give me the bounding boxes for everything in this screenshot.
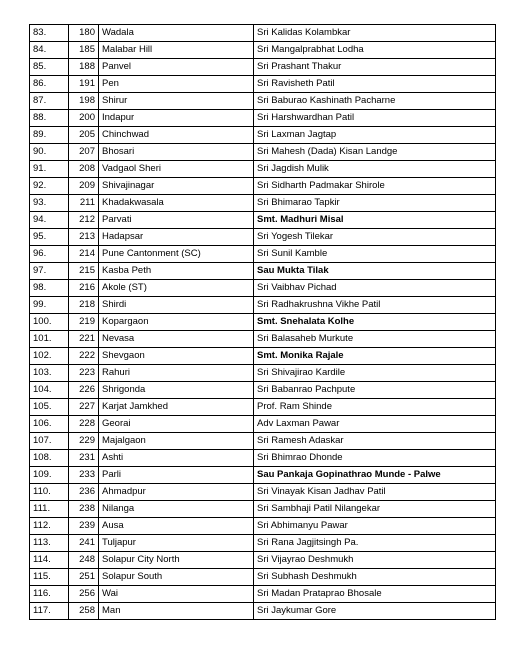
constituency-number-cell: 211 — [69, 195, 99, 212]
constituency-name-cell: Parvati — [99, 212, 254, 229]
table-row — [30, 331, 496, 348]
table-row — [30, 365, 496, 382]
table-row — [30, 161, 496, 178]
candidate-name-cell: Sri Subhash Deshmukh — [254, 569, 496, 586]
serial-number-cell: 83. — [30, 25, 69, 42]
serial-number-cell: 90. — [30, 144, 69, 161]
serial-number-cell: 92. — [30, 178, 69, 195]
candidate-name-cell: Sri Bhimarao Tapkir — [254, 195, 496, 212]
serial-number-cell: 88. — [30, 110, 69, 127]
candidate-name-cell: Sri Kalidas Kolambkar — [254, 25, 496, 42]
table-row — [30, 110, 496, 127]
constituency-number-cell: 207 — [69, 144, 99, 161]
constituency-number-cell: 216 — [69, 280, 99, 297]
candidate-name-cell: Sri Ravisheth Patil — [254, 76, 496, 93]
constituency-number-cell: 251 — [69, 569, 99, 586]
candidate-name-cell: Sri Sambhaji Patil Nilangekar — [254, 501, 496, 518]
constituency-name-cell: Parli — [99, 467, 254, 484]
candidate-name-cell: Sri Sidharth Padmakar Shirole — [254, 178, 496, 195]
constituency-number-cell: 208 — [69, 161, 99, 178]
table-row — [30, 212, 496, 229]
candidate-name-cell: Sri Mangalprabhat Lodha — [254, 42, 496, 59]
candidate-name-cell: Sri Yogesh Tilekar — [254, 229, 496, 246]
constituency-name-cell: Kopargaon — [99, 314, 254, 331]
candidate-name-cell: Sri Radhakrushna Vikhe Patil — [254, 297, 496, 314]
constituency-number-cell: 209 — [69, 178, 99, 195]
table-row — [30, 76, 496, 93]
table-row — [30, 535, 496, 552]
serial-number-cell: 104. — [30, 382, 69, 399]
constituency-number-cell: 188 — [69, 59, 99, 76]
candidate-table-body — [30, 25, 496, 620]
table-row — [30, 382, 496, 399]
serial-number-cell: 87. — [30, 93, 69, 110]
candidate-name-cell: Sri Balasaheb Murkute — [254, 331, 496, 348]
serial-number-cell: 105. — [30, 399, 69, 416]
candidate-name-cell: Sri Prashant Thakur — [254, 59, 496, 76]
candidate-name-cell: Sri Jagdish Mulik — [254, 161, 496, 178]
constituency-name-cell: Shirdi — [99, 297, 254, 314]
candidate-name-cell: Smt. Snehalata Kolhe — [254, 314, 496, 331]
table-row — [30, 603, 496, 620]
candidate-name-cell: Sri Jaykumar Gore — [254, 603, 496, 620]
constituency-name-cell: Rahuri — [99, 365, 254, 382]
serial-number-cell: 106. — [30, 416, 69, 433]
candidate-name-cell: Prof. Ram Shinde — [254, 399, 496, 416]
table-row — [30, 586, 496, 603]
serial-number-cell: 94. — [30, 212, 69, 229]
constituency-number-cell: 223 — [69, 365, 99, 382]
constituency-name-cell: Hadapsar — [99, 229, 254, 246]
candidate-name-cell: Smt. Monika Rajale — [254, 348, 496, 365]
table-row — [30, 501, 496, 518]
constituency-name-cell: Tuljapur — [99, 535, 254, 552]
constituency-name-cell: Wadala — [99, 25, 254, 42]
serial-number-cell: 107. — [30, 433, 69, 450]
constituency-name-cell: Man — [99, 603, 254, 620]
constituency-number-cell: 198 — [69, 93, 99, 110]
candidate-name-cell: Adv Laxman Pawar — [254, 416, 496, 433]
table-row — [30, 569, 496, 586]
constituency-name-cell: Malabar Hill — [99, 42, 254, 59]
candidate-name-cell: Smt. Madhuri Misal — [254, 212, 496, 229]
constituency-number-cell: 229 — [69, 433, 99, 450]
serial-number-cell: 102. — [30, 348, 69, 365]
constituency-name-cell: Ashti — [99, 450, 254, 467]
serial-number-cell: 114. — [30, 552, 69, 569]
serial-number-cell: 95. — [30, 229, 69, 246]
constituency-number-cell: 218 — [69, 297, 99, 314]
serial-number-cell: 117. — [30, 603, 69, 620]
constituency-name-cell: Shirur — [99, 93, 254, 110]
constituency-number-cell: 227 — [69, 399, 99, 416]
constituency-number-cell: 222 — [69, 348, 99, 365]
serial-number-cell: 97. — [30, 263, 69, 280]
candidate-name-cell: Sri Laxman Jagtap — [254, 127, 496, 144]
candidate-name-cell: Sri Abhimanyu Pawar — [254, 518, 496, 535]
serial-number-cell: 84. — [30, 42, 69, 59]
constituency-name-cell: Vadgaol Sheri — [99, 161, 254, 178]
table-row — [30, 59, 496, 76]
constituency-number-cell: 241 — [69, 535, 99, 552]
constituency-name-cell: Khadakwasala — [99, 195, 254, 212]
constituency-name-cell: Shivajinagar — [99, 178, 254, 195]
serial-number-cell: 103. — [30, 365, 69, 382]
constituency-name-cell: Ahmadpur — [99, 484, 254, 501]
constituency-number-cell: 200 — [69, 110, 99, 127]
constituency-number-cell: 256 — [69, 586, 99, 603]
serial-number-cell: 101. — [30, 331, 69, 348]
serial-number-cell: 89. — [30, 127, 69, 144]
table-row — [30, 246, 496, 263]
serial-number-cell: 86. — [30, 76, 69, 93]
constituency-number-cell: 226 — [69, 382, 99, 399]
candidate-name-cell: Sri Vaibhav Pichad — [254, 280, 496, 297]
serial-number-cell: 111. — [30, 501, 69, 518]
candidate-name-cell: Sri Vinayak Kisan Jadhav Patil — [254, 484, 496, 501]
constituency-number-cell: 238 — [69, 501, 99, 518]
constituency-name-cell: Chinchwad — [99, 127, 254, 144]
constituency-name-cell: Majalgaon — [99, 433, 254, 450]
candidate-name-cell: Sri Rana Jagjitsingh Pa. — [254, 535, 496, 552]
constituency-name-cell: Nevasa — [99, 331, 254, 348]
candidate-name-cell: Sau Mukta Tilak — [254, 263, 496, 280]
constituency-name-cell: Kasba Peth — [99, 263, 254, 280]
candidate-name-cell: Sri Baburao Kashinath Pacharne — [254, 93, 496, 110]
constituency-name-cell: Akole (ST) — [99, 280, 254, 297]
table-row — [30, 195, 496, 212]
constituency-name-cell: Ausa — [99, 518, 254, 535]
table-row — [30, 484, 496, 501]
table-row — [30, 450, 496, 467]
serial-number-cell: 100. — [30, 314, 69, 331]
constituency-name-cell: Shrigonda — [99, 382, 254, 399]
table-row — [30, 348, 496, 365]
table-row — [30, 297, 496, 314]
candidate-name-cell: Sri Bhimrao Dhonde — [254, 450, 496, 467]
serial-number-cell: 109. — [30, 467, 69, 484]
table-row — [30, 144, 496, 161]
serial-number-cell: 96. — [30, 246, 69, 263]
constituency-name-cell: Bhosari — [99, 144, 254, 161]
table-row — [30, 178, 496, 195]
table-row — [30, 127, 496, 144]
candidate-name-cell: Sri Vijayrao Deshmukh — [254, 552, 496, 569]
constituency-number-cell: 233 — [69, 467, 99, 484]
table-row — [30, 467, 496, 484]
table-row — [30, 25, 496, 42]
constituency-number-cell: 236 — [69, 484, 99, 501]
constituency-number-cell: 248 — [69, 552, 99, 569]
serial-number-cell: 115. — [30, 569, 69, 586]
constituency-number-cell: 231 — [69, 450, 99, 467]
serial-number-cell: 108. — [30, 450, 69, 467]
candidate-name-cell: Sri Shivajirao Kardile — [254, 365, 496, 382]
table-row — [30, 552, 496, 569]
candidate-name-cell: Sri Madan Prataprao Bhosale — [254, 586, 496, 603]
table-row — [30, 93, 496, 110]
serial-number-cell: 98. — [30, 280, 69, 297]
table-row — [30, 433, 496, 450]
candidate-name-cell: Sau Pankaja Gopinathrao Munde - Palwe — [254, 467, 496, 484]
table-row — [30, 399, 496, 416]
table-row — [30, 416, 496, 433]
constituency-number-cell: 212 — [69, 212, 99, 229]
constituency-name-cell: Georai — [99, 416, 254, 433]
table-row — [30, 280, 496, 297]
table-row — [30, 229, 496, 246]
constituency-name-cell: Shevgaon — [99, 348, 254, 365]
constituency-name-cell: Wai — [99, 586, 254, 603]
candidate-table — [29, 24, 496, 620]
constituency-name-cell: Nilanga — [99, 501, 254, 518]
candidate-name-cell: Sri Harshwardhan Patil — [254, 110, 496, 127]
constituency-name-cell: Solapur City North — [99, 552, 254, 569]
constituency-number-cell: 215 — [69, 263, 99, 280]
constituency-number-cell: 219 — [69, 314, 99, 331]
constituency-number-cell: 258 — [69, 603, 99, 620]
constituency-name-cell: Panvel — [99, 59, 254, 76]
candidate-name-cell: Sri Babanrao Pachpute — [254, 382, 496, 399]
serial-number-cell: 116. — [30, 586, 69, 603]
constituency-name-cell: Indapur — [99, 110, 254, 127]
serial-number-cell: 112. — [30, 518, 69, 535]
candidate-name-cell: Sri Mahesh (Dada) Kisan Landge — [254, 144, 496, 161]
serial-number-cell: 93. — [30, 195, 69, 212]
constituency-number-cell: 214 — [69, 246, 99, 263]
constituency-number-cell: 205 — [69, 127, 99, 144]
table-row — [30, 518, 496, 535]
constituency-number-cell: 191 — [69, 76, 99, 93]
table-row — [30, 263, 496, 280]
constituency-number-cell: 185 — [69, 42, 99, 59]
constituency-name-cell: Pen — [99, 76, 254, 93]
serial-number-cell: 113. — [30, 535, 69, 552]
constituency-number-cell: 180 — [69, 25, 99, 42]
constituency-number-cell: 239 — [69, 518, 99, 535]
table-row — [30, 42, 496, 59]
constituency-name-cell: Karjat Jamkhed — [99, 399, 254, 416]
constituency-number-cell: 213 — [69, 229, 99, 246]
constituency-number-cell: 221 — [69, 331, 99, 348]
serial-number-cell: 99. — [30, 297, 69, 314]
serial-number-cell: 91. — [30, 161, 69, 178]
candidate-name-cell: Sri Ramesh Adaskar — [254, 433, 496, 450]
constituency-name-cell: Solapur South — [99, 569, 254, 586]
serial-number-cell: 85. — [30, 59, 69, 76]
table-row — [30, 314, 496, 331]
constituency-name-cell: Pune Cantonment (SC) — [99, 246, 254, 263]
serial-number-cell: 110. — [30, 484, 69, 501]
constituency-number-cell: 228 — [69, 416, 99, 433]
candidate-name-cell: Sri Sunil Kamble — [254, 246, 496, 263]
